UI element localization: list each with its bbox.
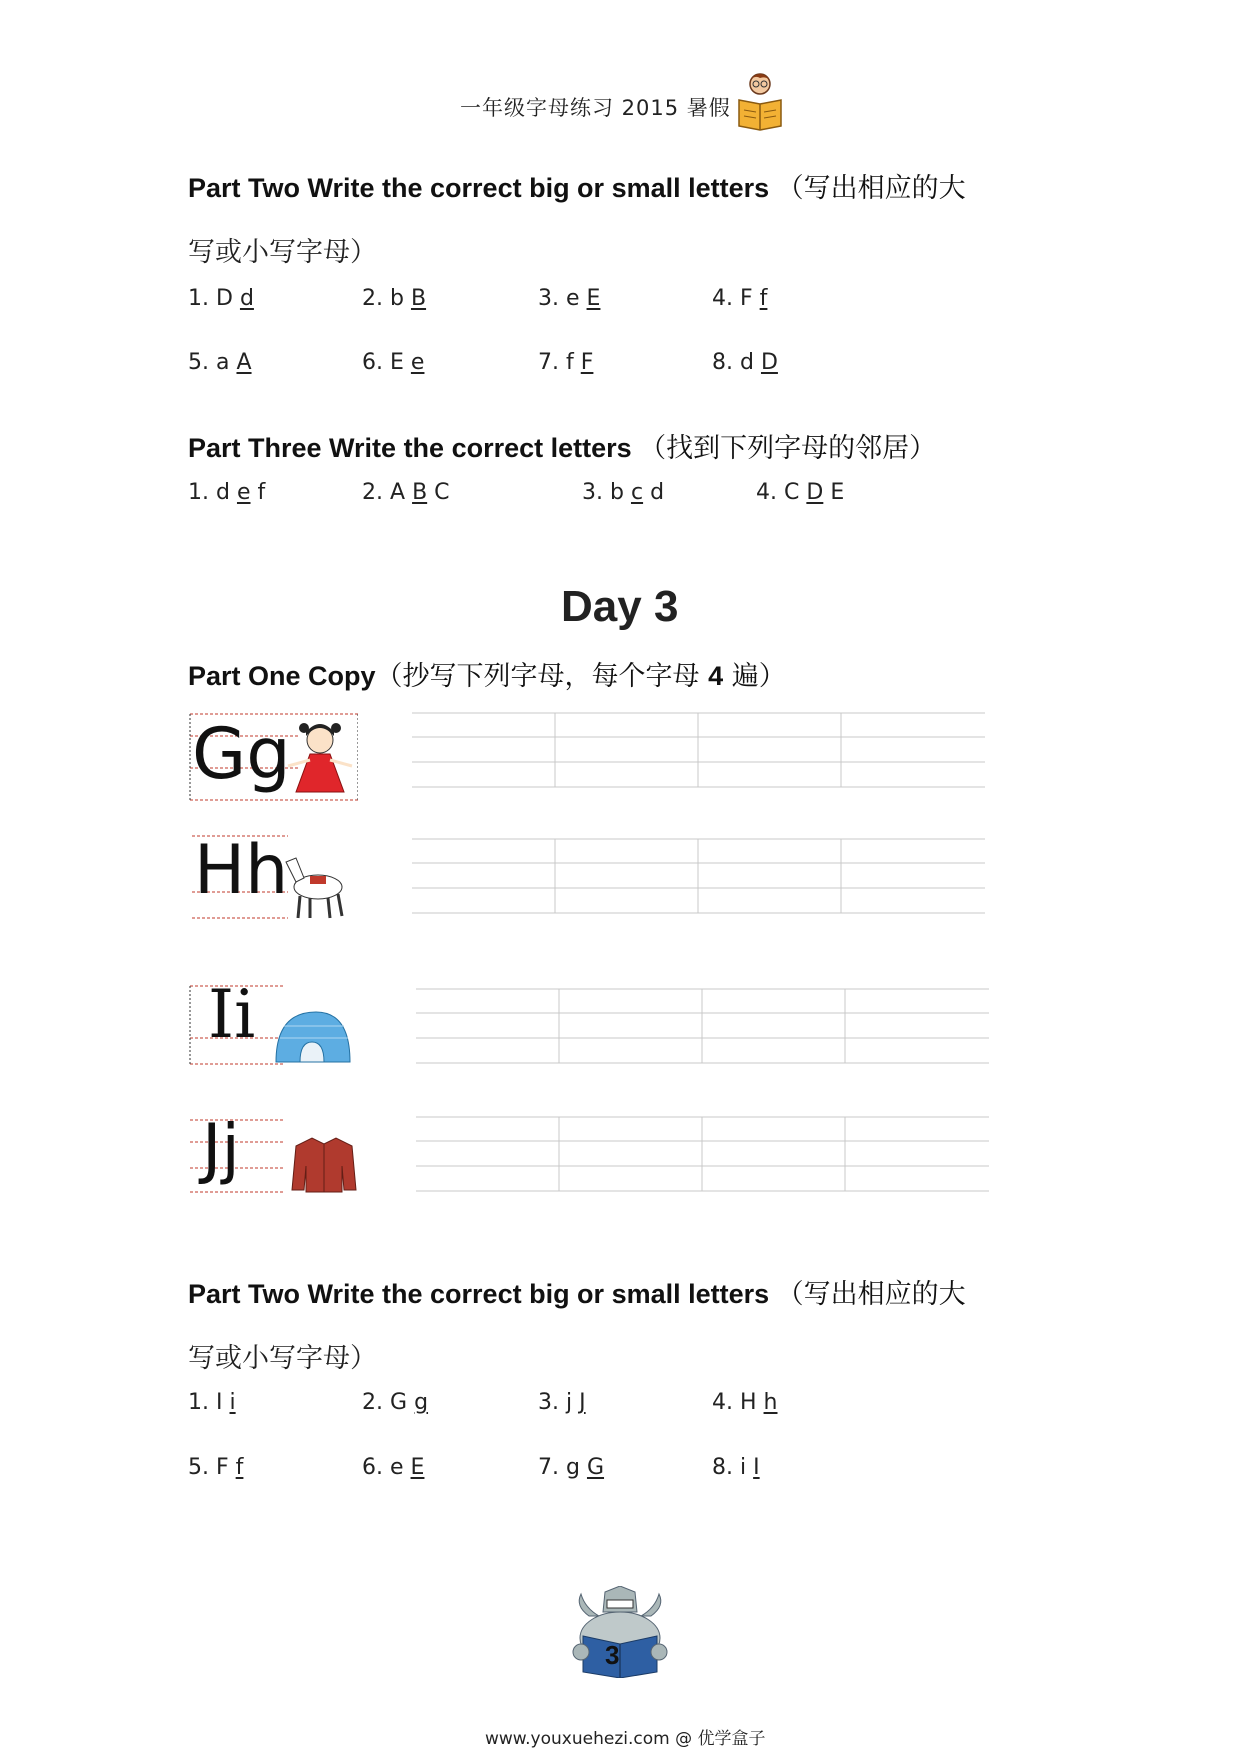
answer-letter[interactable]: h: [763, 1390, 778, 1415]
given-letter: i: [740, 1455, 747, 1480]
exercise-item: [712, 286, 767, 311]
answer-letter[interactable]: B: [412, 480, 428, 505]
given-letter: F: [740, 286, 753, 311]
item-number: 1.: [188, 286, 209, 311]
letter-pair: Jj: [202, 1110, 240, 1187]
exercise-item: [362, 350, 424, 375]
writing-grid-gg[interactable]: [412, 712, 985, 788]
exercise-item: [712, 350, 778, 375]
exercise-item: [712, 1390, 778, 1415]
answer-letter[interactable]: A: [236, 350, 252, 375]
given-letter: f: [566, 350, 574, 375]
neighbor-letter: b: [610, 480, 624, 505]
exercise-item: [538, 350, 593, 375]
part-two-title: Part Two Write the correct big or small letters: [188, 1279, 777, 1309]
item-number: 7.: [538, 1455, 559, 1480]
exercise-item: [362, 1455, 424, 1480]
answer-letter[interactable]: D: [806, 480, 824, 505]
letter-card-jj: [188, 1112, 358, 1212]
day-title: Day 3: [561, 582, 679, 631]
given-letter: I: [216, 1390, 223, 1415]
item-number: 2.: [362, 480, 383, 505]
neighbor-item: [582, 480, 664, 505]
igloo-icon: [276, 1012, 350, 1062]
given-letter: b: [390, 286, 404, 311]
part-two-title-cn-continued: 写或小写字母）: [188, 237, 377, 268]
part-three-heading: [188, 426, 936, 465]
exercise-item: [188, 1390, 236, 1415]
answer-letter[interactable]: I: [753, 1455, 760, 1480]
letter-pair: Hh: [194, 831, 289, 910]
writing-grid-jj[interactable]: [416, 1116, 989, 1192]
item-number: 8.: [712, 350, 733, 375]
given-letter: E: [390, 350, 404, 375]
answer-letter[interactable]: i: [229, 1390, 236, 1415]
given-letter: e: [390, 1455, 404, 1480]
answer-letter[interactable]: e: [410, 350, 425, 375]
item-number: 4.: [712, 1390, 733, 1415]
letter-card-ii: [188, 976, 358, 1082]
answer-letter[interactable]: g: [414, 1390, 429, 1415]
answer-letter[interactable]: E: [586, 286, 601, 311]
item-number: 7.: [538, 350, 559, 375]
part-one-title-cn-end: 遍）: [723, 661, 786, 692]
letter-card-gg: [188, 708, 358, 808]
part-one-heading: [188, 654, 786, 693]
answer-letter[interactable]: e: [236, 480, 251, 505]
page-header-title: 一年级字母练习 2015 暑假: [460, 96, 731, 120]
part-one-title: Part One Copy: [188, 661, 376, 691]
item-number: 3.: [582, 480, 603, 505]
neighbor-letter: d: [216, 480, 230, 505]
letter-pair: Ii: [208, 976, 256, 1053]
part-two-heading: [188, 166, 966, 205]
girl-icon: [288, 723, 352, 792]
exercise-item: [538, 286, 600, 311]
robot-reading-book-icon: [565, 1586, 675, 1678]
item-number: 5.: [188, 1455, 209, 1480]
answer-letter[interactable]: F: [580, 350, 594, 375]
neighbor-letter: A: [390, 480, 406, 505]
part-two-title-cn: （写出相应的大: [776, 1279, 966, 1310]
neighbor-item: [756, 480, 844, 505]
part-one-title-number: 4: [708, 661, 724, 691]
answer-letter[interactable]: B: [410, 286, 427, 311]
given-letter: d: [740, 350, 754, 375]
answer-letter[interactable]: c: [630, 480, 644, 505]
exercise-item: [538, 1390, 586, 1415]
exercise-item: [188, 350, 252, 375]
given-letter: g: [566, 1455, 580, 1480]
exercise-item: [538, 1455, 604, 1480]
item-number: 3.: [538, 286, 559, 311]
neighbor-letter: C: [434, 480, 450, 505]
writing-grid-hh[interactable]: [412, 838, 985, 914]
part-three-title: Part Three Write the correct letters: [188, 433, 640, 463]
answer-letter[interactable]: E: [410, 1455, 425, 1480]
given-letter: F: [216, 1455, 229, 1480]
answer-letter[interactable]: f: [235, 1455, 244, 1480]
answer-letter[interactable]: G: [586, 1455, 605, 1480]
neighbor-item: [362, 480, 450, 505]
neighbor-item: [188, 480, 265, 505]
neighbor-letter: C: [784, 480, 800, 505]
part-two-title-cn-continued-bottom: 写或小写字母）: [188, 1343, 377, 1374]
given-letter: a: [216, 350, 230, 375]
given-letter: j: [566, 1390, 573, 1415]
given-letter: H: [740, 1390, 757, 1415]
exercise-item: [712, 1455, 760, 1480]
neighbor-letter: E: [830, 480, 845, 505]
letter-pair: Gg: [192, 713, 291, 795]
exercise-item: [188, 1455, 243, 1480]
neighbor-letter: d: [650, 480, 665, 505]
item-number: 4.: [756, 480, 777, 505]
item-number: 1.: [188, 1390, 209, 1415]
given-letter: G: [390, 1390, 408, 1415]
item-number: 6.: [362, 350, 383, 375]
horse-icon: [286, 858, 342, 918]
item-number: 8.: [712, 1455, 733, 1480]
given-letter: D: [216, 286, 233, 311]
exercise-item: [188, 286, 254, 311]
footer-website: www.youxuehezi.com @ 优学盒子: [485, 1729, 766, 1749]
writing-grid-ii[interactable]: [416, 988, 989, 1064]
item-number: 6.: [362, 1455, 383, 1480]
item-number: 5.: [188, 350, 209, 375]
exercise-item: [362, 286, 426, 311]
boy-reading-book-icon: [735, 70, 785, 132]
page-number: 3: [605, 1640, 620, 1670]
answer-letter[interactable]: D: [760, 350, 778, 375]
part-two-title-cn: （写出相应的大: [776, 173, 966, 204]
answer-letter[interactable]: f: [759, 286, 768, 311]
item-number: 3.: [538, 1390, 559, 1415]
part-one-title-cn: （抄写下列字母，每个字母: [375, 661, 709, 692]
item-number: 2.: [362, 286, 383, 311]
part-two-title: Part Two Write the correct big or small letters: [188, 173, 777, 203]
letter-card-hh: [188, 832, 358, 932]
given-letter: e: [566, 286, 580, 311]
item-number: 4.: [712, 286, 733, 311]
neighbor-letter: f: [257, 480, 266, 505]
part-three-title-cn: （找到下列字母的邻居）: [639, 433, 937, 464]
answer-letter[interactable]: d: [239, 286, 254, 311]
jacket-icon: [292, 1138, 356, 1192]
answer-letter[interactable]: J: [579, 1390, 586, 1415]
item-number: 2.: [362, 1390, 383, 1415]
item-number: 1.: [188, 480, 209, 505]
exercise-item: [362, 1390, 428, 1415]
part-two-heading-bottom: [188, 1272, 966, 1311]
